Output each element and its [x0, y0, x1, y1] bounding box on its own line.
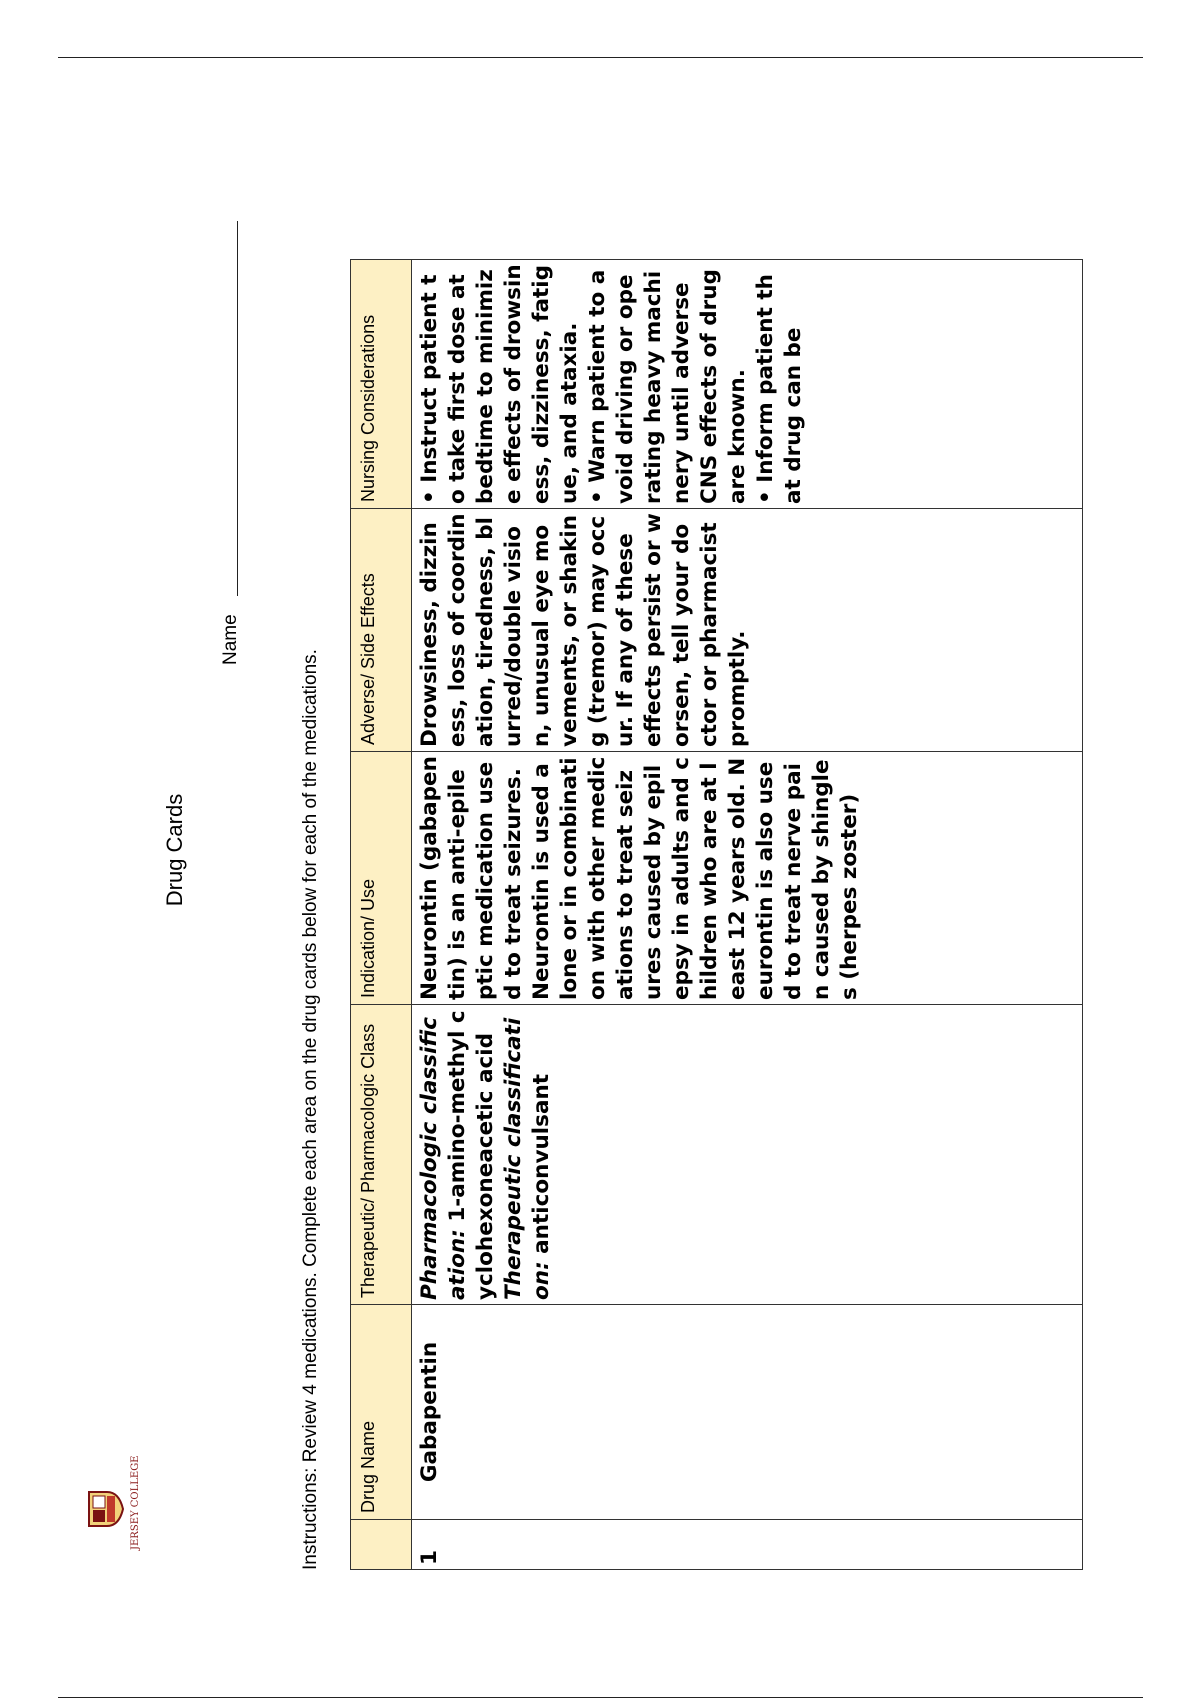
- drug-name-cell: Gabapentin: [412, 1305, 1083, 1520]
- header-drug-name: Drug Name: [351, 1305, 412, 1520]
- instructions-text: Instructions: Review 4 medications. Complete each area on the drug cards below for each of the medications.: [300, 649, 321, 1570]
- nursing-item-2: • Warn patient to avoid driving or operating heavy machinery until adverse CNS effects of drug are known.: [585, 269, 750, 504]
- adverse-effects-cell: Drowsiness, dizziness, loss of coordination, tiredness, blurred/double vision, unusual eye movements, or shaking (tremor) may occur. If any of these effects persist or worsen, tell your doctor or pharmacist promptly.: [412, 509, 1083, 752]
- name-field: [220, 221, 242, 665]
- ther-class-label: Therapeutic classification:: [501, 1017, 554, 1300]
- header-number: [351, 1520, 412, 1570]
- row-number: 1: [412, 1520, 1083, 1570]
- college-seal-icon: [85, 1486, 125, 1532]
- table-row: [412, 260, 1083, 1570]
- nursing-considerations-cell: [412, 260, 1083, 509]
- ther-class-value: anticonvulsant: [529, 1073, 554, 1262]
- header-row: [351, 260, 412, 1570]
- header-class: Therapeutic/ Pharmacologic Class: [351, 1005, 412, 1305]
- top-rule: [58, 57, 1143, 58]
- header-indication: Indication/ Use: [351, 752, 412, 1005]
- indication-cell: Neurontin (gabapentin) is an anti-epileptic medication used to treat seizures. Neurontin is used alone or in combination with other medications to treat seizures caused by epilepsy in adults and children who are at least 12 years old. Neurontin is also used to treat nerve pain caused by shingles (herpes zoster): [412, 752, 1083, 1005]
- nursing-item-3: • Inform patient that drug can be: [753, 274, 806, 504]
- nursing-item-1: • Instruct patient to take first dose at bedtime to minimize effects of drowsiness, dizziness, fatigue, and ataxia.: [417, 264, 582, 504]
- pharm-class-value: 1-amino-methyl cyclohexoneacetic acid: [445, 1010, 498, 1300]
- drug-card-table: [350, 259, 1083, 1570]
- header-nursing-considerations: Nursing Considerations: [351, 260, 412, 509]
- pharm-class-label: Pharmacologic classification:: [417, 1017, 470, 1300]
- name-blank-line[interactable]: [237, 221, 238, 596]
- page-title: Drug Cards: [162, 793, 187, 907]
- logo-text: JERSEY COLLEGE: [130, 1455, 141, 1550]
- class-cell: [412, 1005, 1083, 1305]
- drug-card-page: [0, 100, 1100, 1600]
- college-logo: [80, 1455, 152, 1550]
- name-label: Name: [220, 614, 241, 665]
- bottom-rule: [58, 1697, 1143, 1698]
- header-adverse-effects: Adverse/ Side Effects: [351, 509, 412, 752]
